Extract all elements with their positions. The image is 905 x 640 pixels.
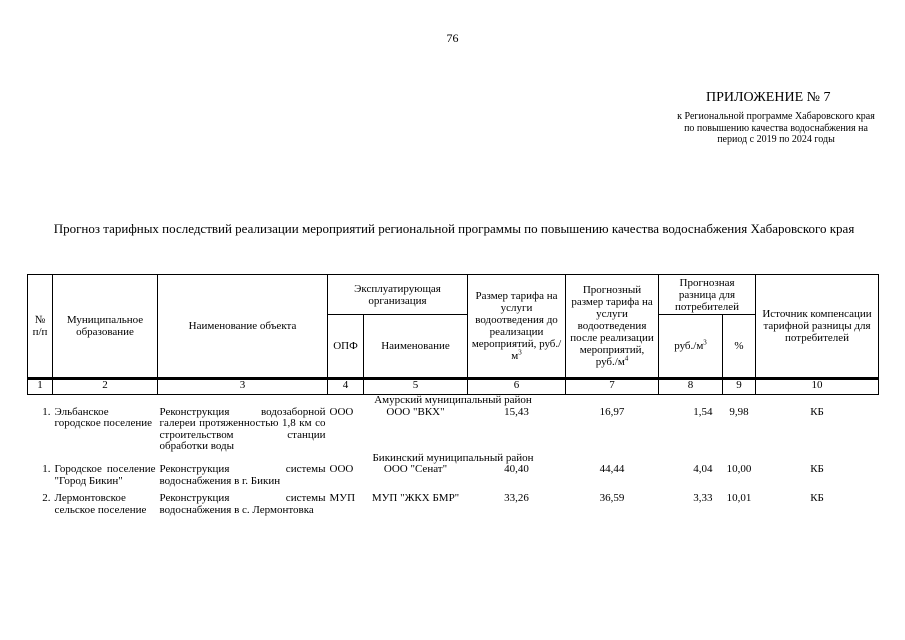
header-object: Наименование объекта [158,275,328,379]
cell-municipality: Городское поселение "Город Бикин" [54,463,156,487]
column-number-row [28,379,879,395]
cell-tariff-after: 44,44 [599,463,625,475]
cell-municipality: Лермонтовское сельское поселение [54,492,147,516]
column-number: 10 [756,379,879,395]
column-number: 7 [566,379,659,395]
document-title: Прогноз тарифных последствий реализации мероприятий региональной программы по повышению качества водоснабжения Хабаровского края [53,221,855,236]
cell-diff-rub: 4,04 [693,463,713,475]
header-tariff-after: Прогнозный размер тарифа на услуги водоотведения после реализации мероприятий, $руб./м^4$ [566,275,659,379]
cell-operator-name: МУП "ЖКХ БМР" [371,492,460,504]
header-diff: Прогнозная разница для потребителей [659,275,756,315]
cell-source: КБ [810,463,824,475]
cell-tariff-before: 15,43 [504,405,529,418]
column-number: 4 [328,379,364,395]
cell-object: Реконструкция системы водоснабжения в с. Лермонтовка [159,492,326,516]
table-row [28,493,879,516]
cell-num: 1. [42,463,51,475]
column-number: 9 [723,379,756,395]
cell-source: КБ [810,492,824,504]
header-num: № п/п [28,275,53,379]
tariff-table [27,274,879,516]
header-diff-rub: $руб./м^3$ [659,315,723,379]
header-operator-name: Наименование [364,315,468,379]
column-number: 8 [659,379,723,395]
header-diff-pct: % [723,315,756,379]
cell-operator-name: ООО "Сенат" [383,463,448,475]
cell-object: Реконструкция водозаборной галереи протяженностью 1,8 км со строительством станции обработки воды [159,405,326,452]
cell-opf: ООО [329,463,354,475]
column-number: 3 [158,379,328,395]
cell-tariff-after: 16,97 [599,405,625,418]
cell-source: КБ [810,405,824,418]
header-operator: Эксплуатирующая организация [328,275,468,315]
column-number: 2 [53,379,158,395]
section-title: Амурский муниципальный район [374,394,532,406]
cell-operator-name: ООО "ВКХ" [386,405,445,418]
cell-tariff-after: 36,59 [599,492,625,504]
header-municipality: Муниципальное образование [53,275,158,379]
cell-diff-pct: 10,01 [726,492,752,504]
cell-diff-rub: 1,54 [693,405,713,418]
section-title: Бикинский муниципальный район [372,451,534,464]
column-number: 6 [468,379,566,395]
cell-object: Реконструкция системы водоснабжения в г. Бикин [159,463,326,487]
column-number: 1 [28,379,53,395]
header-source: Источник компенсации тарифной разницы для потребителей [756,275,879,379]
column-number: 5 [364,379,468,395]
cell-num: 2. [42,492,51,504]
header-opf: ОПФ [328,315,364,379]
table-row [28,407,879,453]
cell-diff-rub: 3,33 [693,492,713,504]
appendix-title: ПРИЛОЖЕНИЕ № 7 [706,90,831,105]
page-number: 76 [446,31,459,45]
cell-municipality: Эльбанское городское поселение [54,405,153,429]
cell-diff-pct: 9,98 [729,405,749,418]
table-row [28,464,879,487]
appendix-subtitle: к Региональной программе Хабаровского края по повышению качества водоснабжения на период с 2019 по 2024 годы [677,111,875,145]
cell-tariff-before: 40,40 [504,463,529,475]
cell-tariff-before: 33,26 [504,492,529,504]
cell-opf: МУП [329,492,356,504]
header-tariff-before: Размер тарифа на услуги водоотведения до реализации мероприятий, $руб./м^3$ [468,275,566,379]
cell-diff-pct: 10,00 [726,463,752,475]
cell-num: 1. [42,405,51,418]
section-row [28,395,879,407]
cell-opf: ООО [329,405,354,418]
